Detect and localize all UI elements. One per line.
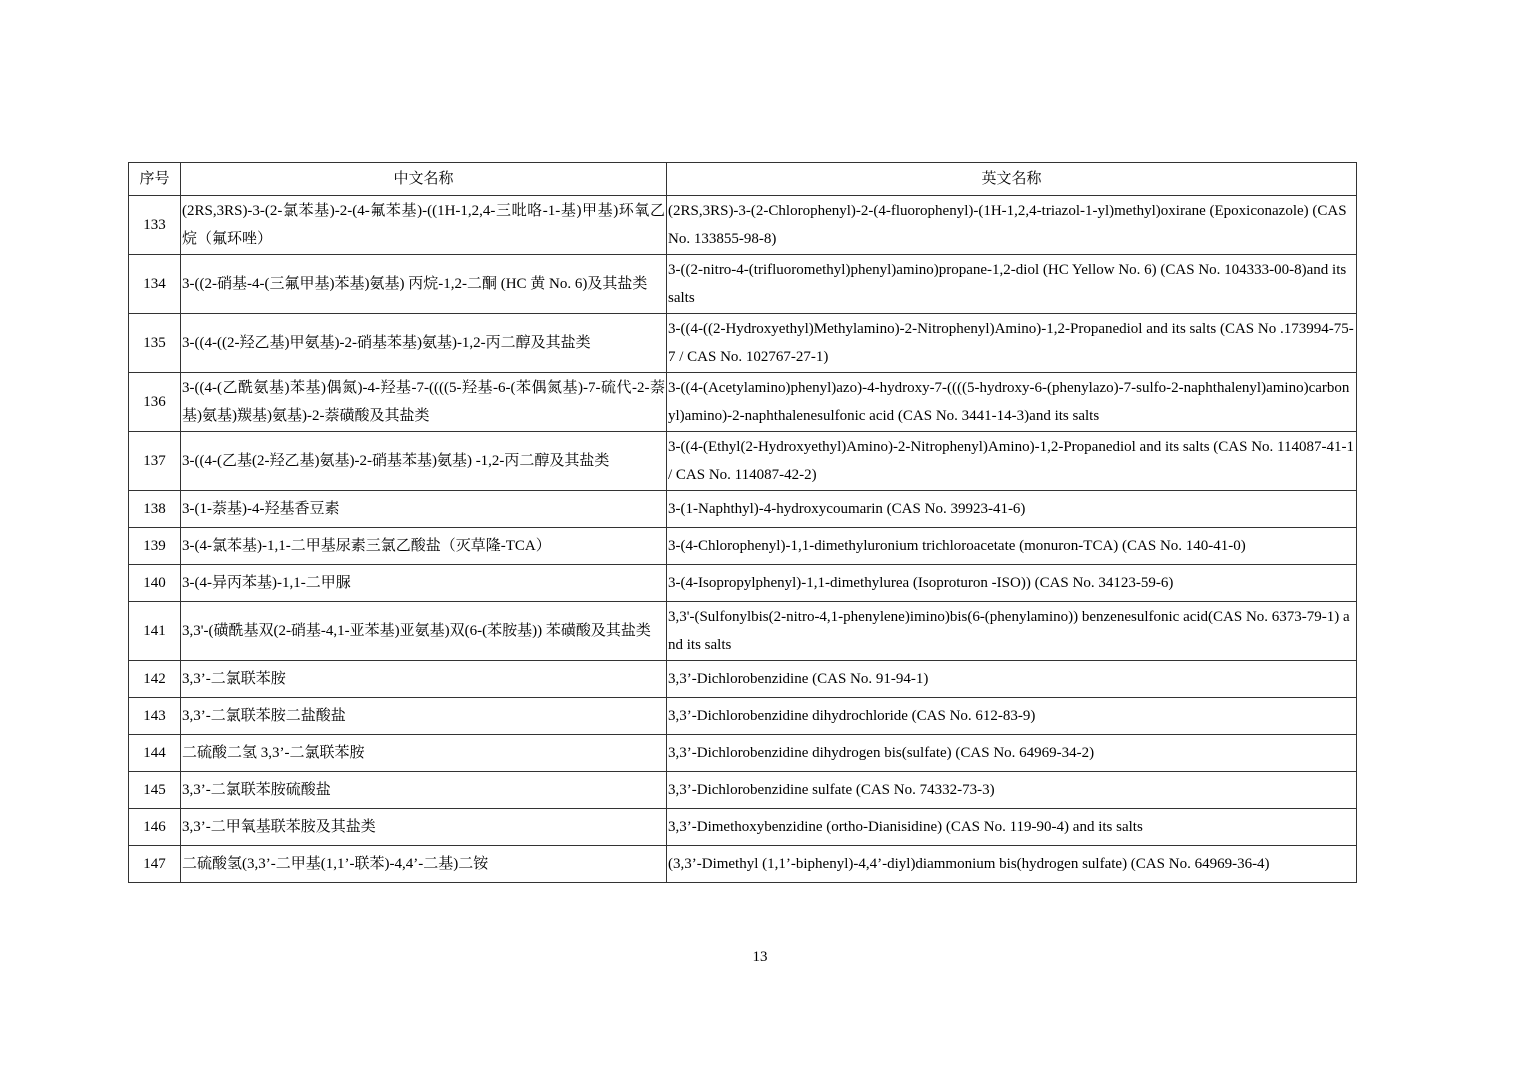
serial-number-cell: 146: [129, 809, 181, 846]
english-name-cell: 3,3’-Dichlorobenzidine (CAS No. 91-94-1): [667, 661, 1357, 698]
serial-number-cell: 147: [129, 846, 181, 883]
serial-number-cell: 144: [129, 735, 181, 772]
table-row: [129, 565, 1357, 602]
english-name-cell: 3,3’-Dichlorobenzidine sulfate (CAS No. 74332-73-3): [667, 772, 1357, 809]
table-row: [129, 772, 1357, 809]
header-english-name: 英文名称: [667, 163, 1357, 196]
table-row: [129, 698, 1357, 735]
substance-table: [128, 162, 1357, 883]
english-name-cell: 3,3’-Dichlorobenzidine dihydrogen bis(sulfate) (CAS No. 64969-34-2): [667, 735, 1357, 772]
english-name-cell: 3-(1-Naphthyl)-4-hydroxycoumarin (CAS No. 39923-41-6): [667, 491, 1357, 528]
serial-number-cell: 133: [129, 196, 181, 255]
chinese-name-cell: 二硫酸二氢 3,3’-二氯联苯胺: [181, 735, 667, 772]
english-name-cell: 3-((4-(Ethyl(2-Hydroxyethyl)Amino)-2-Nitrophenyl)Amino)-1,2-Propanediol and its salts (CAS No. 114087-41-1 / CAS No. 114087-42-2): [667, 432, 1357, 491]
serial-number-cell: 138: [129, 491, 181, 528]
english-name-cell: 3-((2-nitro-4-(trifluoromethyl)phenyl)amino)propane-1,2-diol (HC Yellow No. 6) (CAS No. 104333-00-8)and its salts: [667, 255, 1357, 314]
table-row: [129, 255, 1357, 314]
english-name-cell: 3-(4-Chlorophenyl)-1,1-dimethyluronium trichloroacetate (monuron-TCA) (CAS No. 140-41-0): [667, 528, 1357, 565]
serial-number-cell: 135: [129, 314, 181, 373]
english-name-cell: (3,3’-Dimethyl (1,1’-biphenyl)-4,4’-diyl)diammonium bis(hydrogen sulfate) (CAS No. 64969-36-4): [667, 846, 1357, 883]
serial-number-cell: 134: [129, 255, 181, 314]
header-chinese-name: 中文名称: [181, 163, 667, 196]
header-serial-number: 序号: [129, 163, 181, 196]
english-name-cell: 3,3’-Dimethoxybenzidine (ortho-Dianisidine) (CAS No. 119-90-4) and its salts: [667, 809, 1357, 846]
english-name-cell: (2RS,3RS)-3-(2-Chlorophenyl)-2-(4-fluorophenyl)-(1H-1,2,4-triazol-1-yl)methyl)oxirane (Epoxiconazole) (CAS No. 133855-98-8): [667, 196, 1357, 255]
chinese-name-cell: 3,3'-(磺酰基双(2-硝基-4,1-亚苯基)亚氨基)双(6-(苯胺基)) 苯磺酸及其盐类: [181, 602, 667, 661]
table-body: [129, 196, 1357, 883]
english-name-cell: 3-(4-Isopropylphenyl)-1,1-dimethylurea (Isoproturon -ISO)) (CAS No. 34123-59-6): [667, 565, 1357, 602]
serial-number-cell: 145: [129, 772, 181, 809]
table-row: [129, 661, 1357, 698]
chinese-name-cell: 3-(1-萘基)-4-羟基香豆素: [181, 491, 667, 528]
serial-number-cell: 140: [129, 565, 181, 602]
chinese-name-cell: 3-(4-氯苯基)-1,1-二甲基尿素三氯乙酸盐（灭草隆-TCA）: [181, 528, 667, 565]
table-row: [129, 432, 1357, 491]
english-name-cell: 3-((4-((2-Hydroxyethyl)Methylamino)-2-Nitrophenyl)Amino)-1,2-Propanediol and its salts (CAS No .173994-75-7 / CAS No. 102767-27-1): [667, 314, 1357, 373]
chinese-name-cell: 3,3’-二氯联苯胺硫酸盐: [181, 772, 667, 809]
english-name-cell: 3,3’-Dichlorobenzidine dihydrochloride (CAS No. 612-83-9): [667, 698, 1357, 735]
serial-number-cell: 139: [129, 528, 181, 565]
table-row: [129, 846, 1357, 883]
english-name-cell: 3-((4-(Acetylamino)phenyl)azo)-4-hydroxy-7-((((5-hydroxy-6-(phenylazo)-7-sulfo-2-naphthalenyl)amino)carbonyl)amino)-2-naphthalenesulfonic acid (CAS No. 3441-14-3)and its salts: [667, 373, 1357, 432]
chinese-name-cell: 3-((4-((2-羟乙基)甲氨基)-2-硝基苯基)氨基)-1,2-丙二醇及其盐类: [181, 314, 667, 373]
serial-number-cell: 136: [129, 373, 181, 432]
table-row: [129, 196, 1357, 255]
table-row: [129, 373, 1357, 432]
page-number: 13: [752, 949, 768, 965]
english-name-cell: 3,3'-(Sulfonylbis(2-nitro-4,1-phenylene)imino)bis(6-(phenylamino)) benzenesulfonic acid(CAS No. 6373-79-1) and its salts: [667, 602, 1357, 661]
chinese-name-cell: 3,3’-二甲氧基联苯胺及其盐类: [181, 809, 667, 846]
chinese-name-cell: 3-((2-硝基-4-(三氟甲基)苯基)氨基) 丙烷-1,2-二酮 (HC 黄 No. 6)及其盐类: [181, 255, 667, 314]
table-row: [129, 314, 1357, 373]
chinese-name-cell: 3-((4-(乙基(2-羟乙基)氨基)-2-硝基苯基)氨基) -1,2-丙二醇及其盐类: [181, 432, 667, 491]
chinese-name-cell: 3,3’-二氯联苯胺二盐酸盐: [181, 698, 667, 735]
chinese-name-cell: 二硫酸氢(3,3’-二甲基(1,1’-联苯)-4,4’-二基)二铵: [181, 846, 667, 883]
table-row: [129, 528, 1357, 565]
chinese-name-cell: 3-((4-(乙酰氨基)苯基)偶氮)-4-羟基-7-((((5-羟基-6-(苯偶氮基)-7-硫代-2-萘基)氨基)羰基)氨基)-2-萘磺酸及其盐类: [181, 373, 667, 432]
table-header: [129, 163, 1357, 196]
table-row: [129, 809, 1357, 846]
serial-number-cell: 142: [129, 661, 181, 698]
chinese-name-cell: 3-(4-异丙苯基)-1,1-二甲脲: [181, 565, 667, 602]
serial-number-cell: 141: [129, 602, 181, 661]
table-row: [129, 491, 1357, 528]
table-row: [129, 602, 1357, 661]
serial-number-cell: 137: [129, 432, 181, 491]
table-header-row: [129, 163, 1357, 196]
chinese-name-cell: (2RS,3RS)-3-(2-氯苯基)-2-(4-氟苯基)-((1H-1,2,4-三吡咯-1-基)甲基)环氧乙烷（氟环唑）: [181, 196, 667, 255]
chinese-name-cell: 3,3’-二氯联苯胺: [181, 661, 667, 698]
table-row: [129, 735, 1357, 772]
serial-number-cell: 143: [129, 698, 181, 735]
